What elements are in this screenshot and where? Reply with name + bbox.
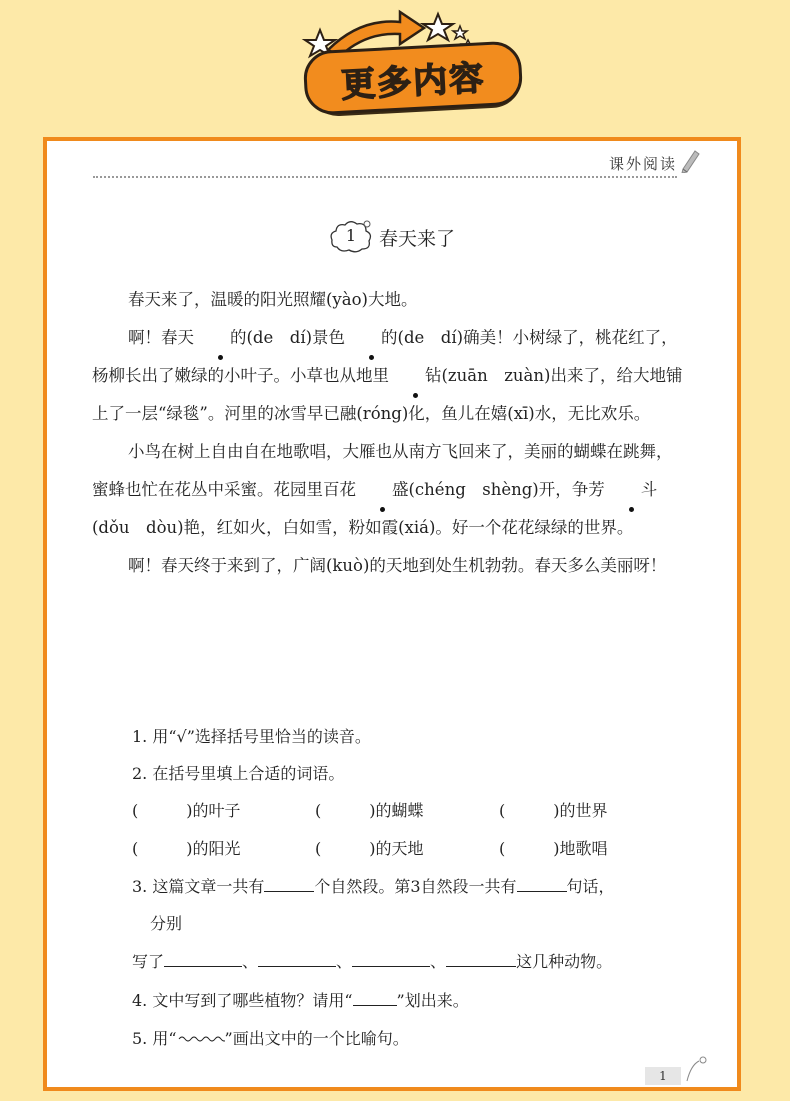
- question-5: 5. 用“ ”画出文中的一个比喻句。: [132, 1029, 409, 1048]
- header-badge: [300, 0, 530, 118]
- passage: [92, 281, 687, 585]
- header-divider: [93, 176, 677, 178]
- lesson-title-row: [47, 219, 737, 255]
- answer-blank[interactable]: [446, 951, 516, 967]
- lesson-number: 1: [345, 226, 357, 245]
- question-3: 3. 这篇文章一共有 个自然段。第3自然段一共有 句话，: [132, 877, 615, 896]
- answer-blank[interactable]: [164, 951, 242, 967]
- question-4: 4. 文中写到了哪些植物？请用“ ”划出来。: [132, 991, 469, 1010]
- page-number: 1: [645, 1067, 681, 1085]
- paragraph-2: 啊！春天 的(de dí)景色 的(de dí)确美！小树绿了，桃花红了，杨柳长出了嫩绿的小叶子。小草也从地里 钻(zuān zuàn)出来了，给大地铺上了一层“绿毯”。河里的冰雪早已融(róng)化，鱼儿在嬉(xī)水，无比欢乐。: [92, 319, 687, 433]
- answer-blank[interactable]: [258, 951, 336, 967]
- badge-text: 更多内容: [340, 57, 487, 106]
- answer-blank[interactable]: [264, 876, 314, 892]
- question-1: 1. 用“√”选择括号里恰当的读音。: [132, 727, 371, 746]
- paragraph-3: 小鸟在树上自由自在地歌唱，大雁也从南方飞回来了，美丽的蝴蝶在跳舞，蜜蜂也忙在花丛中采蜜。花园里百花 盛(chéng shèng)开，争芳 斗(dǒu dòu)艳，红如火，白如雪，粉如霞(xiá)。好一个花花绿绿的世界。: [92, 442, 673, 537]
- wavy-line-icon: [177, 1034, 225, 1044]
- fill-item: ( )的蝴蝶: [315, 801, 424, 820]
- lesson-title: 春天来了: [378, 227, 455, 250]
- section-label: 课外阅读: [608, 155, 677, 173]
- paragraph-1: 春天来了，温暖的阳光照耀(yào)大地。: [128, 290, 418, 309]
- fill-item: ( )地歌唱: [499, 839, 608, 858]
- more-content-badge: [302, 40, 523, 115]
- question-3-cont: 分别: [150, 914, 183, 933]
- underline-sample: [353, 990, 397, 1006]
- page-frame: [43, 137, 741, 1091]
- fill-item: ( )的阳光: [132, 839, 241, 858]
- lesson-number-badge: [329, 219, 373, 255]
- fill-item: ( )的叶子: [132, 801, 241, 820]
- fill-item: ( )的世界: [499, 801, 608, 820]
- page-corner-decoration-icon: [685, 1055, 709, 1083]
- answer-blank[interactable]: [517, 876, 567, 892]
- paragraph-4: 啊！春天终于来到了，广阔(kuò)的天地到处生机勃勃。春天多么美丽呀！: [128, 556, 667, 575]
- question-3-line2: 写了 、 、 、 这几种动物。: [132, 952, 613, 971]
- question-2: 2. 在括号里填上合适的词语。: [132, 764, 345, 783]
- pencil-icon: [679, 147, 701, 173]
- fill-item: ( )的天地: [315, 839, 424, 858]
- answer-blank[interactable]: [352, 951, 430, 967]
